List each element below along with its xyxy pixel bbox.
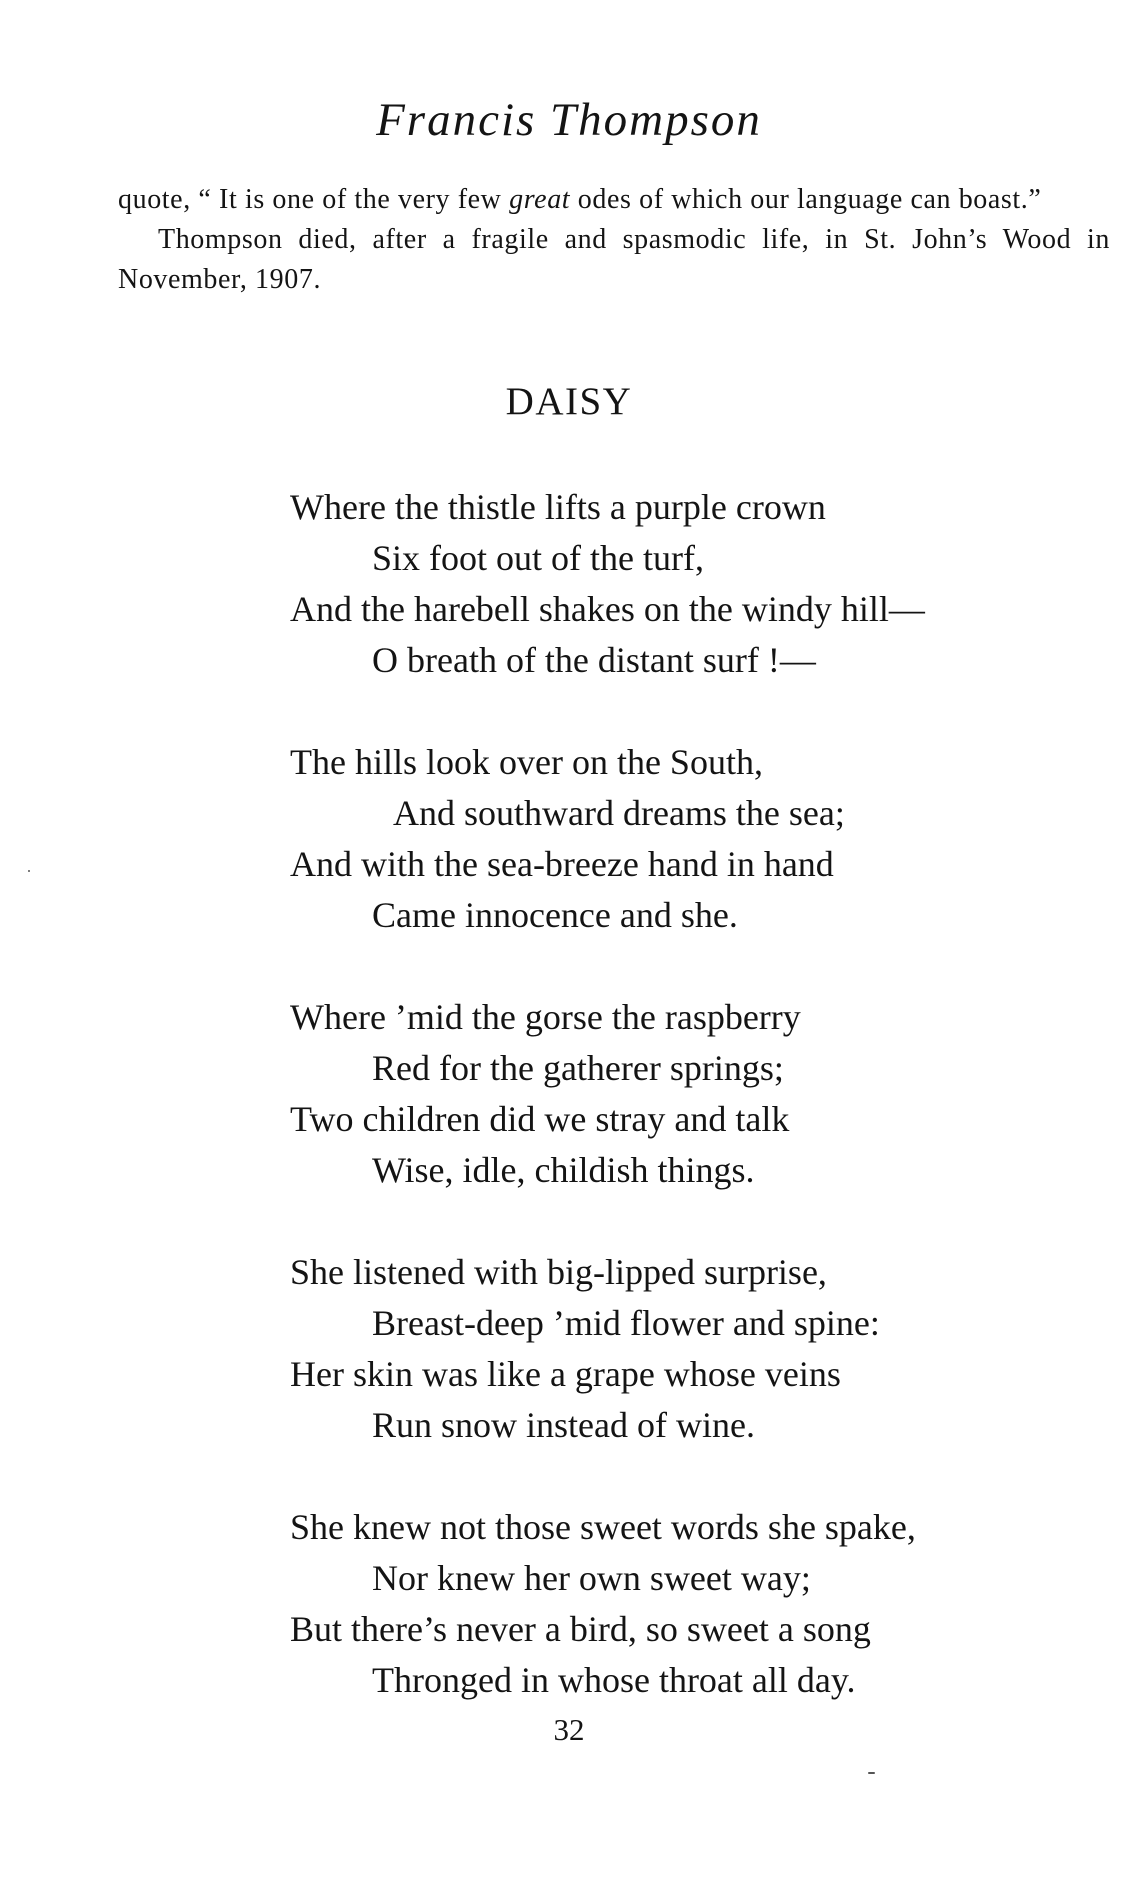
poem-line: Her skin was like a grape whose veins xyxy=(290,1354,841,1394)
intro-paragraph-1 xyxy=(118,180,1110,220)
intro-paragraph-1-end: odes of which our language can boast.” xyxy=(570,184,1042,215)
stanza-2 xyxy=(290,737,1110,941)
poem-line: Six foot out of the turf, xyxy=(372,538,704,578)
stanza-5 xyxy=(290,1502,1110,1706)
poem-line: Where ’mid the gorse the raspberry xyxy=(290,997,801,1037)
poem-line: Two children did we stray and talk xyxy=(290,1099,790,1139)
print-speck xyxy=(28,870,30,872)
page-number: 32 xyxy=(553,1712,585,1747)
poem-title: DAISY xyxy=(505,380,633,423)
poem-line: Red for the gatherer springs; xyxy=(372,1048,784,1088)
poem-line: And the harebell shakes on the windy hill— xyxy=(290,589,925,629)
print-speck xyxy=(868,1772,875,1774)
poem-line: She listened with big-lipped surprise, xyxy=(290,1252,827,1292)
poem-line: Where the thistle lifts a purple crown xyxy=(290,487,826,527)
intro-text xyxy=(118,180,1110,300)
poem-line: O breath of the distant surf !— xyxy=(372,640,816,680)
poem-line: And with the sea-breeze hand in hand xyxy=(290,844,834,884)
stanza-4 xyxy=(290,1247,1110,1451)
poem-body xyxy=(290,482,1110,1757)
poem-line: She knew not those sweet words she spake, xyxy=(290,1507,916,1547)
poem-line: Wise, idle, childish things. xyxy=(372,1150,755,1190)
stanza-3 xyxy=(290,992,1110,1196)
intro-emphasis: great xyxy=(509,184,571,215)
poem-line: But there’s never a bird, so sweet a song xyxy=(290,1609,871,1649)
poem-line: Thronged in whose throat all day. xyxy=(372,1660,856,1700)
intro-paragraph-1-start: quote, “ It is one of the very few xyxy=(118,184,510,215)
running-head: Francis Thompson xyxy=(376,94,762,146)
poem-line: The hills look over on the South, xyxy=(290,742,763,782)
poem-line: Run snow instead of wine. xyxy=(372,1405,755,1445)
intro-paragraph-2: Thompson died, after a fragile and spasmodic life, in St. John’s Wood in November, 1907. xyxy=(118,224,1110,295)
poem-line: Breast-deep ’mid flower and spine: xyxy=(372,1303,880,1343)
poem-line: Nor knew her own sweet way; xyxy=(372,1558,811,1598)
stanza-1 xyxy=(290,482,1110,686)
poem-line: And southward dreams the sea; xyxy=(393,793,845,833)
poem-line: Came innocence and she. xyxy=(372,895,738,935)
